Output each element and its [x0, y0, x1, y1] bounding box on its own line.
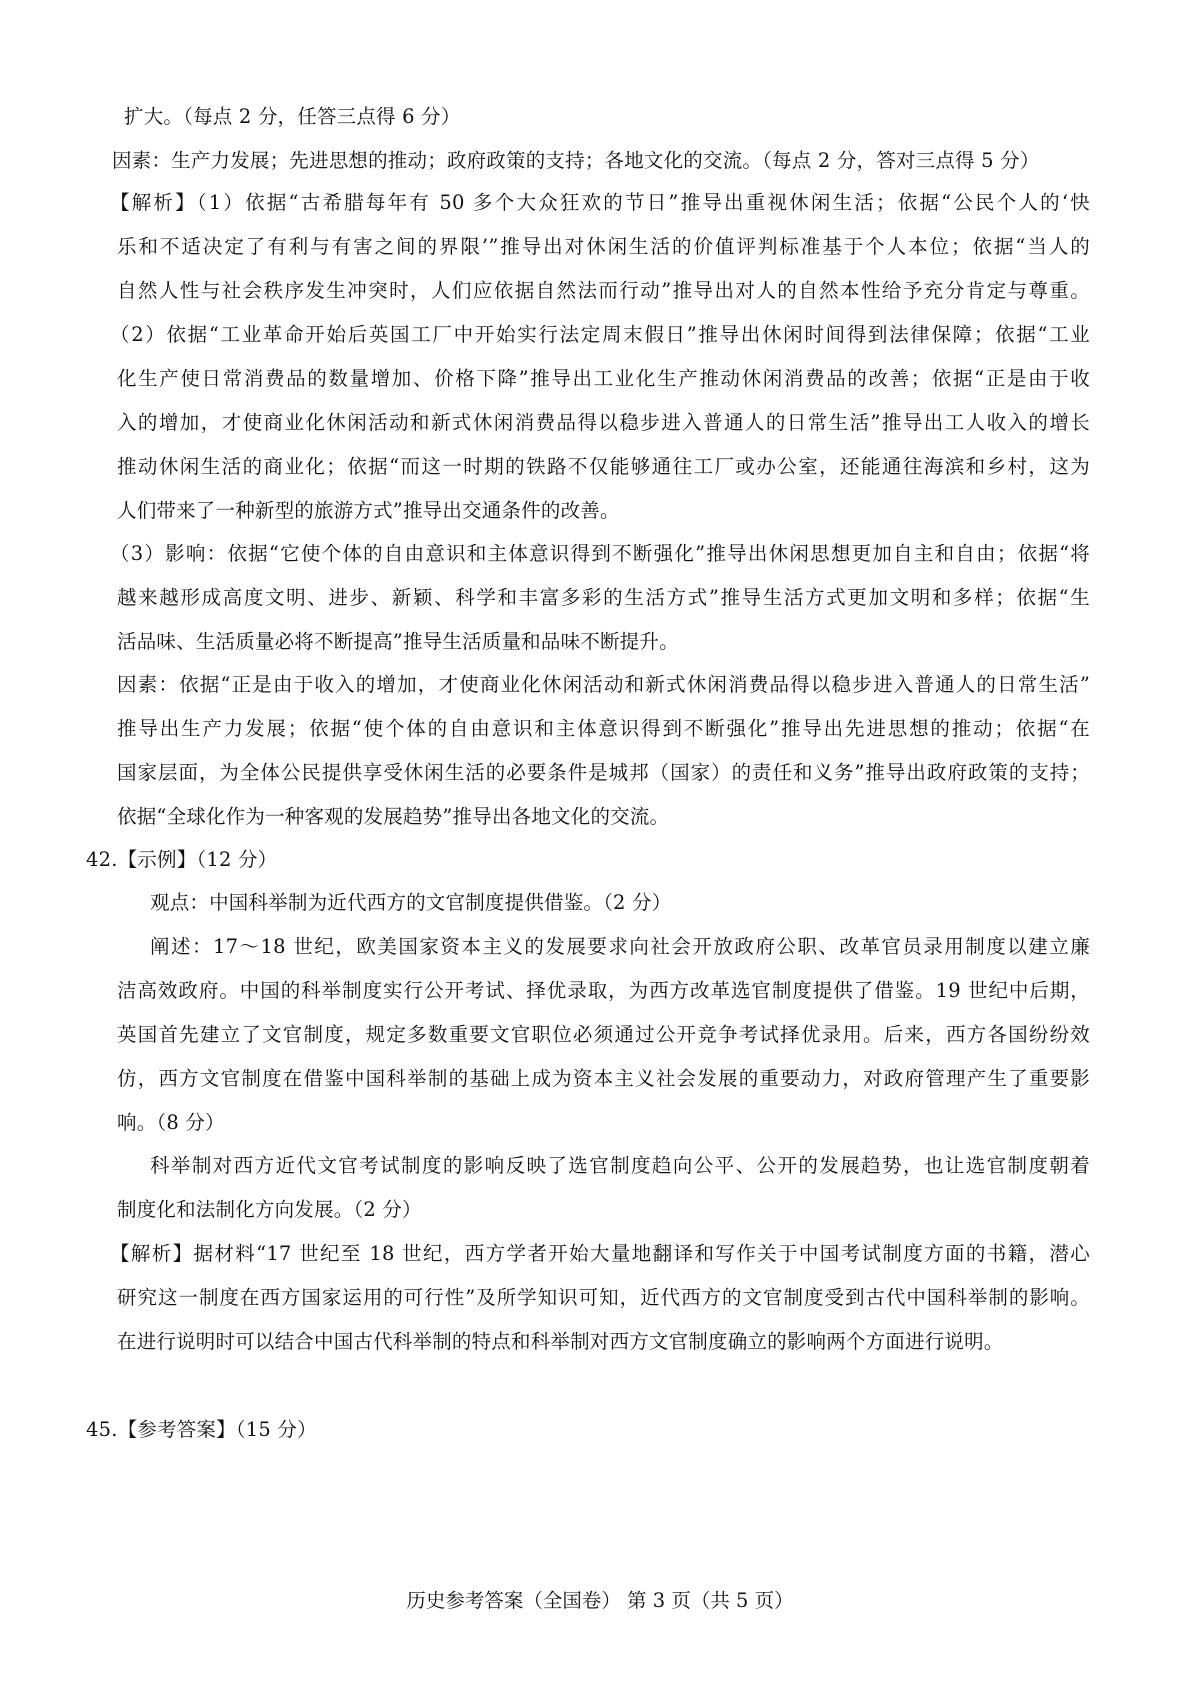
analysis-line: 推导出生产力发展；依据“使个体的自由意识和主体意识得到不断强化”推导出先进思想的推动；依据“在 — [117, 717, 1090, 740]
analysis-line: 化生产使日常消费品的数量增加、价格下降”推导出工业化生产推动休闲消费品的改善；依据“正是由于收 — [117, 367, 1090, 390]
analysis-line: 因素：依据“正是由于收入的增加，才使商业化休闲活动和新式休闲消费品得以稳步进入普通人的日常生活” — [117, 673, 1090, 696]
analysis-line: 【解析】据材料“17 世纪至 18 世纪，西方学者开始大量地翻译和写作关于中国考试制度方面的书籍，潜心 — [110, 1242, 1090, 1265]
analysis-line: 乐和不适决定了有利与有害之间的界限’”推导出对休闲生活的价值评判标准基于个人本位；依据“当人的 — [117, 235, 1090, 258]
analysis-line: 推动休闲生活的商业化；依据“而这一时期的铁路不仅能够通往工厂或办公室，还能通往海滨和乡村，这为 — [117, 455, 1090, 478]
analysis-line: （3）影响：依据“它使个体的自由意识和主体意识得到不断强化”推导出休闲思想更加自主和自由；依据“将 — [110, 542, 1090, 565]
sample-line: 制度化和法制化方向发展。（2 分） — [117, 1198, 422, 1221]
sample-line: 洁高效政府。中国的科举制度实行公开考试、择优录取，为西方改革选官制度提供了借鉴。19 世纪中后期， — [117, 979, 1090, 1002]
analysis-line: 越来越形成高度文明、进步、新颖、科学和丰富多彩的生活方式”推导生活方式更加文明和多样；依据“生 — [117, 586, 1090, 609]
analysis-line: 入的增加，才使商业化休闲活动和新式休闲消费品得以稳步进入普通人的日常生活”推导出工人收入的增长 — [117, 411, 1090, 434]
sample-line: 仿，西方文官制度在借鉴中国科举制的基础上成为资本主义社会发展的重要动力，对政府管理产生了重要影 — [117, 1067, 1090, 1090]
analysis-line: （2）依据“工业革命开始后英国工厂中开始实行法定周末假日”推导出休闲时间得到法律保障；依据“工业 — [110, 323, 1090, 346]
sample-line: 响。（8 分） — [117, 1111, 225, 1134]
analysis-line: 【解析】（1）依据“古希腊每年有 50 多个大众狂欢的节日”推导出重视休闲生活；依据“公民个人的‘快 — [110, 191, 1090, 214]
sample-line: 英国首先建立了文官制度，规定多数重要文官职位必须通过公开竞争考试择优录用。后来，西方各国纷纷效 — [117, 1023, 1090, 1046]
analysis-line: 依据“全球化作为一种客观的发展趋势”推导出各地文化的交流。 — [117, 805, 670, 828]
analysis-line: 研究这一制度在西方国家运用的可行性”及所学知识可知，近代西方的文官制度受到古代中国科举制的影响。 — [117, 1286, 1090, 1309]
analysis-line: 国家层面，为全体公民提供享受休闲生活的必要条件是城邦（国家）的责任和义务”推导出政府政策的支持； — [117, 761, 1090, 784]
sample-line: 科举制对西方近代文官考试制度的影响反映了选官制度趋向公平、公开的发展趋势，也让选官制度朝着 — [150, 1154, 1090, 1177]
question-heading: 45.【参考答案】（15 分） — [86, 1418, 317, 1441]
analysis-line: 人们带来了一种新型的旅游方式”推导出交通条件的改善。 — [117, 499, 620, 522]
sample-line: 阐述：17～18 世纪，欧美国家资本主义的发展要求向社会开放政府公职、改革官员录用制度以建立廉 — [150, 935, 1090, 958]
answer-line: 因素：生产力发展；先进思想的推动；政府政策的支持；各地文化的交流。（每点 2 分，答对三点得 5 分） — [112, 149, 1040, 172]
analysis-line: 活品味、生活质量必将不断提高”推导生活质量和品味不断提升。 — [117, 630, 679, 653]
analysis-line: 在进行说明时可以结合中国古代科举制的特点和科举制对西方文官制度确立的影响两个方面进行说明。 — [117, 1330, 1004, 1353]
sample-line: 观点：中国科举制为近代西方的文官制度提供借鉴。（2 分） — [150, 891, 672, 914]
question-heading: 42.【示例】（12 分） — [86, 848, 278, 871]
analysis-line: 自然人性与社会秩序发生冲突时，人们应依据自然法而行动”推导出对人的自然本性给予充分肯定与尊重。 — [117, 279, 1090, 302]
answer-line: 扩大。（每点 2 分，任答三点得 6 分） — [124, 105, 461, 128]
page-footer: 历史参考答案（全国卷） 第 3 页（共 5 页） — [406, 1589, 794, 1612]
